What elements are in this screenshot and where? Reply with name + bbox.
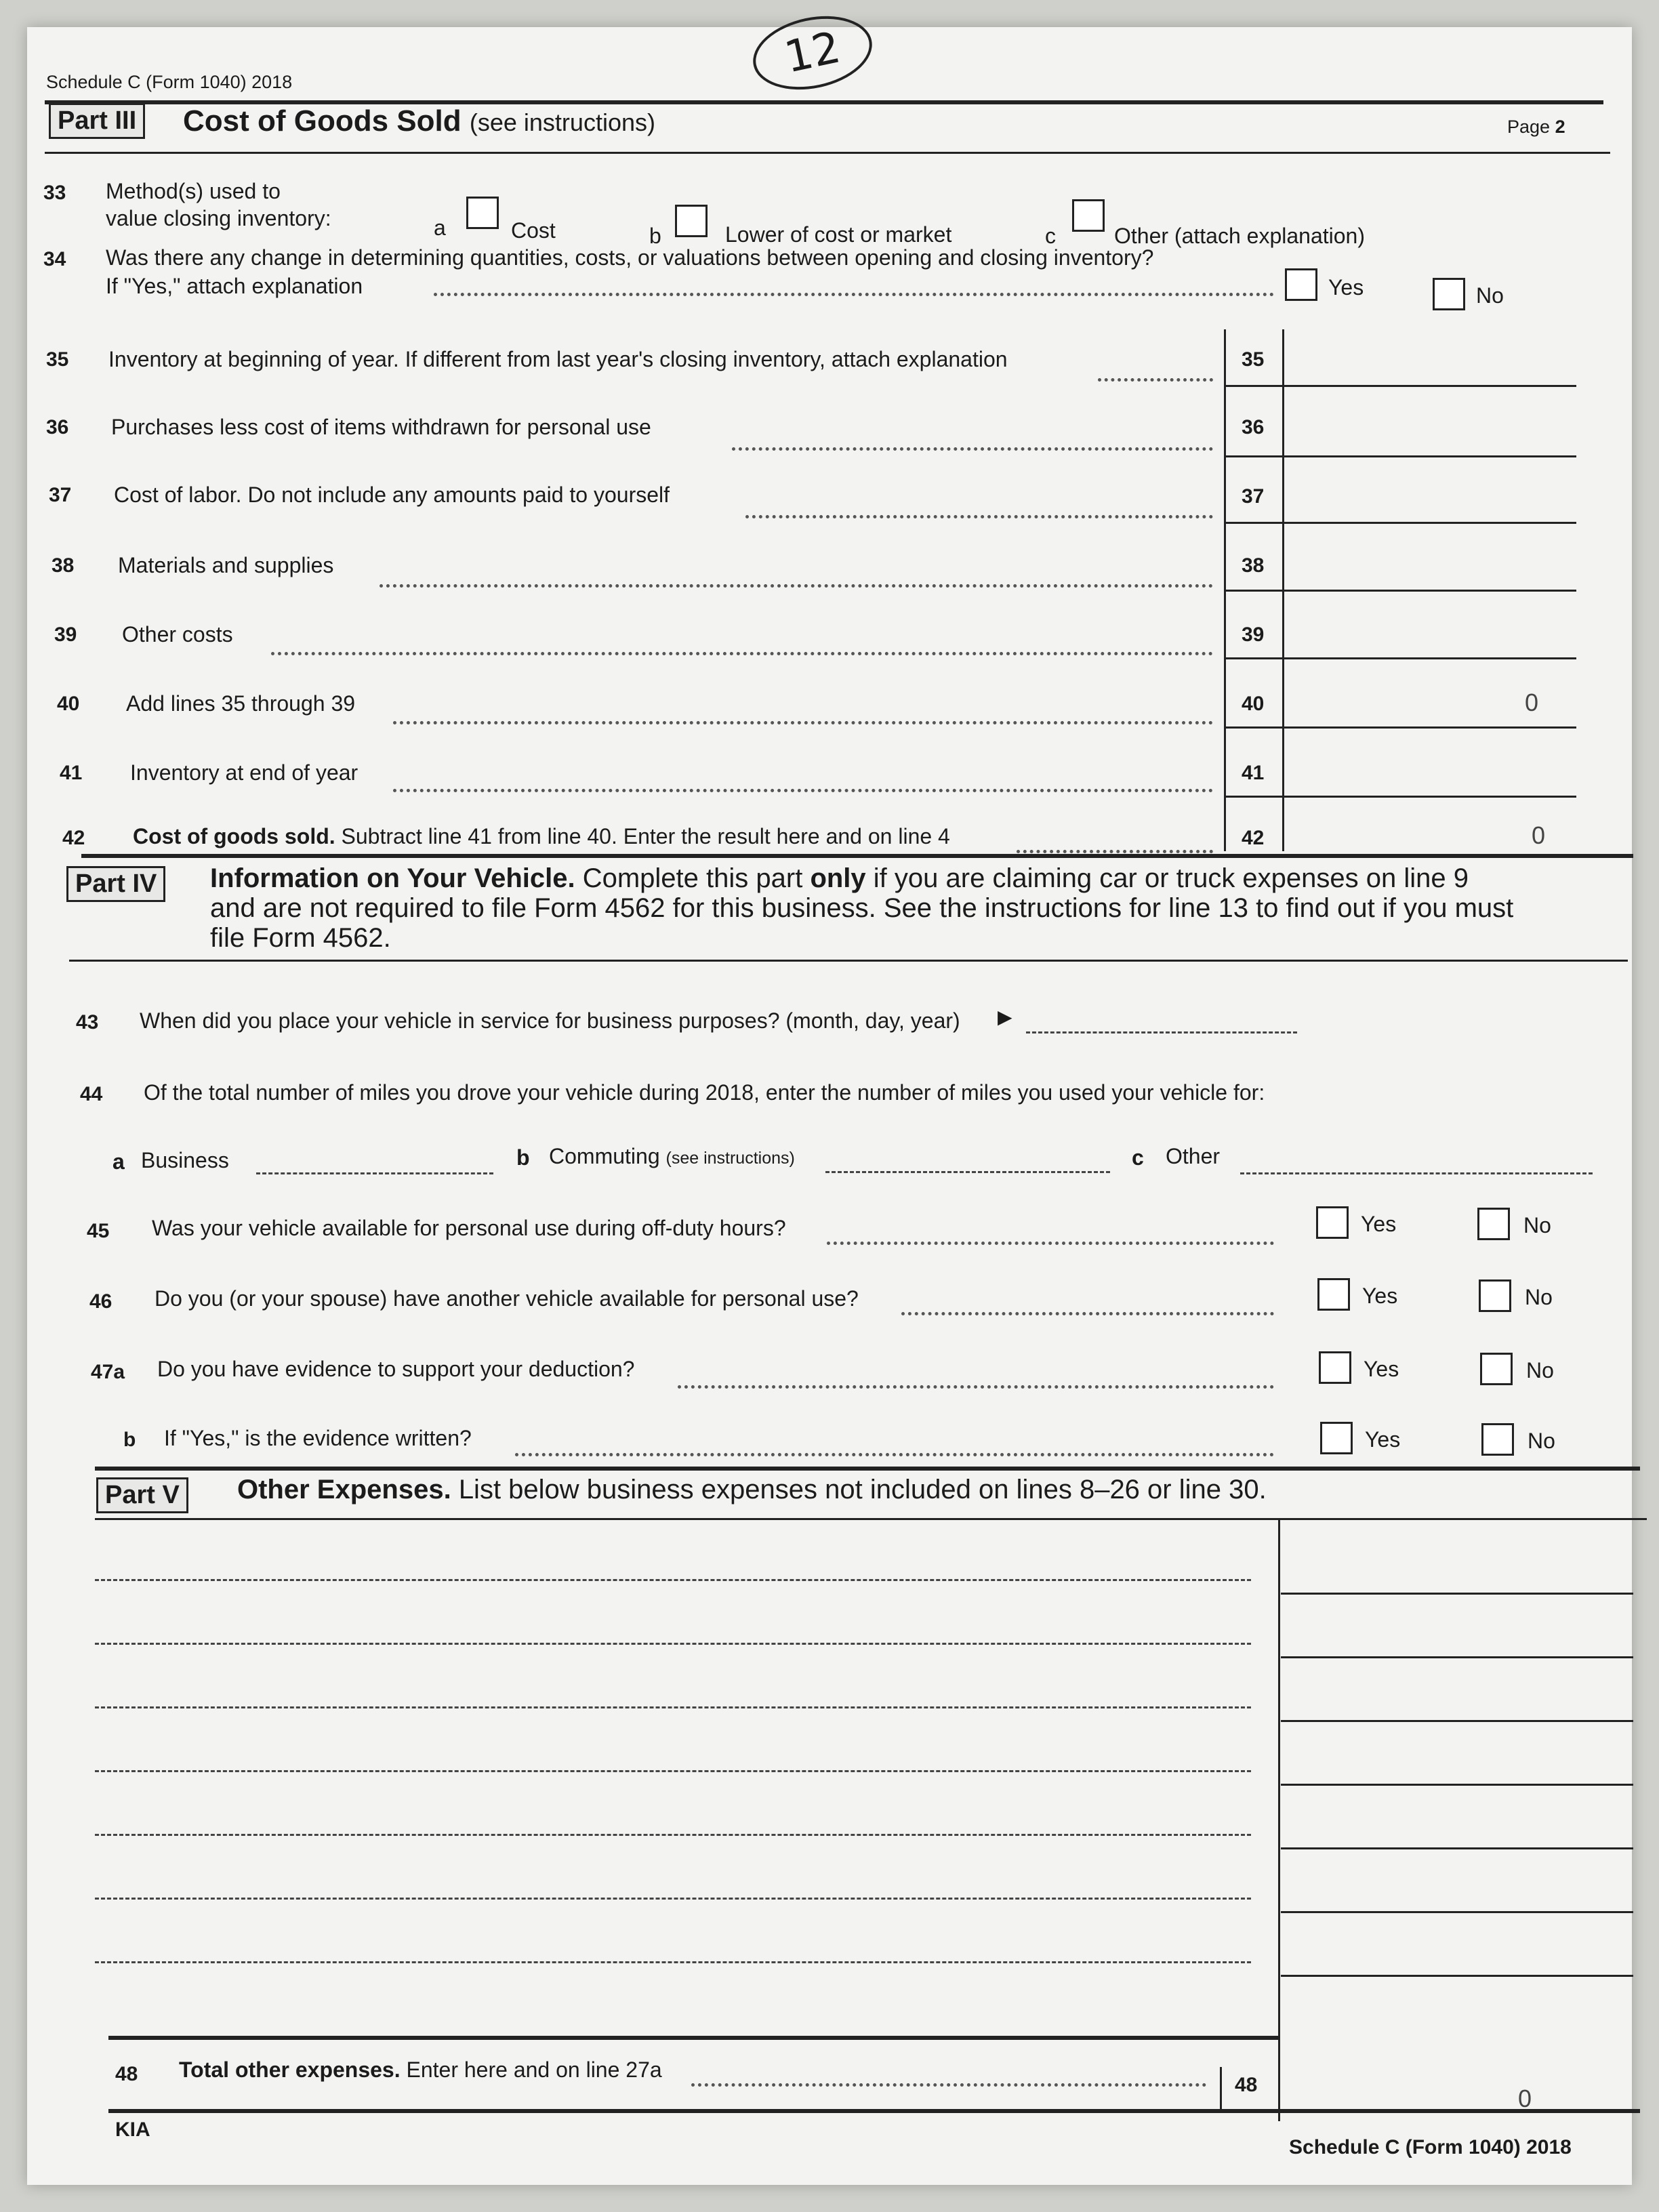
question-45-no-checkbox[interactable] xyxy=(1477,1208,1510,1240)
line-num: 39 xyxy=(54,623,77,646)
part-iii-bottom-rule xyxy=(81,854,1633,858)
line-48-label: Total other expenses. Enter here and on line 27a xyxy=(179,2057,662,2082)
line-rule xyxy=(1224,726,1576,729)
line-box-num: 40 xyxy=(1242,693,1265,715)
yes-label: Yes xyxy=(1364,1357,1399,1381)
question-label: Do you (or your spouse) have another vehicle available for personal use? xyxy=(155,1286,859,1311)
line-rule xyxy=(1224,385,1576,387)
line-34-yes-checkbox[interactable] xyxy=(1285,268,1317,301)
expense-description-field[interactable] xyxy=(95,1579,1251,1581)
question-num: 46 xyxy=(89,1290,112,1313)
line-leader xyxy=(380,584,1213,588)
line-33-cost-label: Cost xyxy=(511,218,556,243)
no-label: No xyxy=(1526,1358,1554,1382)
line-48-value-field[interactable]: 0 xyxy=(1518,2085,1532,2112)
expense-amount-field[interactable] xyxy=(1281,1911,1633,1913)
line-44-other-label: Other xyxy=(1166,1144,1221,1168)
part-iv-title: Information on Your Vehicle. Complete this part only if you are claiming car or truck expenses on line 9 and are not required to file Form 4562 for this business. See the instructions for line 13 to find out if you must file Form 4562. xyxy=(210,863,1514,953)
line-leader xyxy=(745,515,1213,518)
line-44-commuting-label: Commuting (see instructions) xyxy=(549,1144,795,1168)
expense-amount-field[interactable] xyxy=(1281,1720,1633,1722)
line-num: 40 xyxy=(57,693,80,715)
no-label: No xyxy=(1528,1429,1555,1453)
line-33-other-label: Other (attach explanation) xyxy=(1114,224,1365,248)
question-label: If "Yes," is the evidence written? xyxy=(164,1426,472,1450)
line-43-arrow-icon: ▶ xyxy=(998,1006,1012,1027)
expense-description-field[interactable] xyxy=(95,1898,1251,1900)
part-v-title: Other Expenses. List below business expenses not included on lines 8–26 or line 30. xyxy=(237,1475,1267,1504)
line-34-label-2: If "Yes," attach explanation xyxy=(106,274,363,298)
line-box-num: 42 xyxy=(1242,827,1265,849)
line-leader xyxy=(1098,378,1213,382)
line-rule xyxy=(1224,522,1576,524)
part-iv-bottom-rule xyxy=(95,1467,1640,1471)
no-label: No xyxy=(1525,1285,1553,1309)
line-num: 37 xyxy=(49,484,72,506)
line-48-box-num: 48 xyxy=(1235,2074,1258,2096)
question-leader xyxy=(515,1453,1274,1456)
yes-label: Yes xyxy=(1362,1284,1398,1308)
page-label: Page 2 xyxy=(1507,117,1565,137)
yes-label: Yes xyxy=(1365,1427,1401,1452)
line-leader xyxy=(271,652,1213,655)
line-33-c-letter: c xyxy=(1045,224,1056,248)
line-box-num: 39 xyxy=(1242,623,1265,646)
line-num: 42 xyxy=(62,827,85,849)
line-leader xyxy=(393,721,1213,724)
line-44-business-field[interactable] xyxy=(256,1172,493,1174)
line-43-date-field[interactable] xyxy=(1026,1031,1297,1033)
footer-form-id: Schedule C (Form 1040) 2018 xyxy=(1289,2136,1572,2158)
part-iii-rule xyxy=(45,152,1610,154)
part-iii-title: Cost of Goods Sold (see instructions) xyxy=(183,104,655,138)
yes-label: Yes xyxy=(1361,1212,1397,1236)
expense-description-field[interactable] xyxy=(95,1770,1251,1772)
line-box-num: 37 xyxy=(1242,485,1265,508)
line-48-bottom-rule xyxy=(108,2109,1640,2113)
line-box-num: 35 xyxy=(1242,348,1265,371)
line-43-num: 43 xyxy=(76,1011,99,1033)
question-47a-no-checkbox[interactable] xyxy=(1480,1353,1513,1385)
line-42-value-field[interactable]: 0 xyxy=(1532,821,1546,849)
line-48-num: 48 xyxy=(115,2063,138,2085)
line-34-no-label: No xyxy=(1476,283,1504,308)
line-leader xyxy=(393,789,1213,792)
question-47b-yes-checkbox[interactable] xyxy=(1320,1422,1353,1454)
part-iv-label: Part IV xyxy=(66,866,165,902)
line-33-label-1: Method(s) used to xyxy=(106,179,281,203)
line-rule xyxy=(1224,590,1576,592)
line-44-commuting-field[interactable] xyxy=(825,1171,1110,1173)
line-num: 36 xyxy=(46,416,69,438)
line-44-label: Of the total number of miles you drove your vehicle during 2018, enter the number of miles you used your vehicle for: xyxy=(144,1080,1265,1105)
expense-amount-field[interactable] xyxy=(1281,1975,1633,1977)
part-v-amount-column-border xyxy=(1278,1518,1280,2121)
question-leader xyxy=(901,1312,1274,1315)
line-num: 35 xyxy=(46,348,69,371)
expense-amount-field[interactable] xyxy=(1281,1847,1633,1849)
line-label: Inventory at beginning of year. If different from last year's closing inventory, attach explanation xyxy=(108,347,1008,371)
part-iv-rule xyxy=(69,960,1628,962)
line-label: Add lines 35 through 39 xyxy=(126,691,356,716)
line-33-cost-checkbox[interactable] xyxy=(466,197,499,229)
line-box-num: 41 xyxy=(1242,762,1265,784)
line-leader xyxy=(1017,850,1213,853)
line-33-lower-of-cost-label: Lower of cost or market xyxy=(725,222,952,247)
line-33-other-checkbox[interactable] xyxy=(1072,199,1105,232)
question-47a-yes-checkbox[interactable] xyxy=(1319,1351,1351,1384)
question-46-yes-checkbox[interactable] xyxy=(1317,1278,1350,1311)
line-40-value-field[interactable]: 0 xyxy=(1525,689,1539,716)
line-box-num: 38 xyxy=(1242,554,1265,577)
line-label: Cost of labor. Do not include any amounts paid to yourself xyxy=(114,483,670,507)
line-label: Other costs xyxy=(122,622,233,647)
line-rule xyxy=(1224,796,1576,798)
line-34-leader xyxy=(434,293,1274,296)
form-id-header: Schedule C (Form 1040) 2018 xyxy=(46,72,293,92)
line-num: 41 xyxy=(60,762,83,784)
question-leader xyxy=(827,1242,1274,1245)
line-34-num: 34 xyxy=(43,248,66,270)
line-label: Inventory at end of year xyxy=(130,760,359,785)
expense-description-field[interactable] xyxy=(95,1706,1251,1708)
line-34-label-1: Was there any change in determining quantities, costs, or valuations between opening and closing inventory? xyxy=(106,245,1154,270)
handwritten-circled-number: 12 xyxy=(746,6,879,100)
line-rule xyxy=(1224,455,1576,457)
part-v-label: Part V xyxy=(96,1477,188,1513)
line-44-num: 44 xyxy=(80,1083,103,1105)
line-43-label: When did you place your vehicle in service for business purposes? (month, day, year) xyxy=(140,1008,960,1033)
line-44-other-field[interactable] xyxy=(1240,1172,1593,1174)
expense-amount-field[interactable] xyxy=(1281,1593,1633,1595)
line-48-box-left-border xyxy=(1220,2067,1222,2109)
question-num: 45 xyxy=(87,1220,110,1242)
expense-description-field[interactable] xyxy=(95,1643,1251,1645)
line-33-lower-of-cost-checkbox[interactable] xyxy=(675,205,708,237)
line-rule xyxy=(1224,657,1576,659)
part-v-rule xyxy=(95,1518,1647,1520)
line-label: Purchases less cost of items withdrawn for personal use xyxy=(111,415,651,439)
question-45-yes-checkbox[interactable] xyxy=(1316,1206,1349,1239)
expense-amount-field[interactable] xyxy=(1281,1656,1633,1658)
line-33-b-letter: b xyxy=(649,224,661,248)
line-label: Materials and supplies xyxy=(118,553,334,577)
expense-description-field[interactable] xyxy=(95,1834,1251,1836)
question-leader xyxy=(678,1385,1274,1389)
line-33-label-2: value closing inventory: xyxy=(106,206,331,230)
question-label: Was your vehicle available for personal use during off-duty hours? xyxy=(152,1216,786,1240)
question-num: 47a xyxy=(91,1361,125,1383)
part-iii-label: Part III xyxy=(49,103,145,139)
line-48-top-rule xyxy=(108,2036,1278,2040)
line-34-yes-label: Yes xyxy=(1328,275,1364,300)
expense-amount-field[interactable] xyxy=(1281,1784,1633,1786)
question-num: b xyxy=(123,1429,136,1451)
line-44-c-letter: c xyxy=(1132,1145,1144,1170)
line-label: Cost of goods sold. Subtract line 41 from line 40. Enter the result here and on line 4 xyxy=(133,824,950,848)
line-44-business-label: Business xyxy=(141,1148,229,1172)
line-leader xyxy=(732,447,1213,451)
line-33-num: 33 xyxy=(43,182,66,204)
form-page xyxy=(27,22,1632,2185)
line-34-no-checkbox[interactable] xyxy=(1433,278,1465,310)
footer-kia: KIA xyxy=(115,2118,150,2141)
no-label: No xyxy=(1523,1213,1551,1237)
question-47b-no-checkbox[interactable] xyxy=(1481,1423,1514,1456)
question-46-no-checkbox[interactable] xyxy=(1479,1279,1511,1312)
line-44-a-letter: a xyxy=(112,1149,125,1174)
line-44-b-letter: b xyxy=(516,1145,530,1170)
expense-description-field[interactable] xyxy=(95,1961,1251,1963)
line-33-a-letter: a xyxy=(434,216,446,240)
question-label: Do you have evidence to support your deduction? xyxy=(157,1357,635,1381)
line-num: 38 xyxy=(52,554,75,577)
line-48-leader xyxy=(691,2083,1206,2087)
line-box-num: 36 xyxy=(1242,416,1265,438)
